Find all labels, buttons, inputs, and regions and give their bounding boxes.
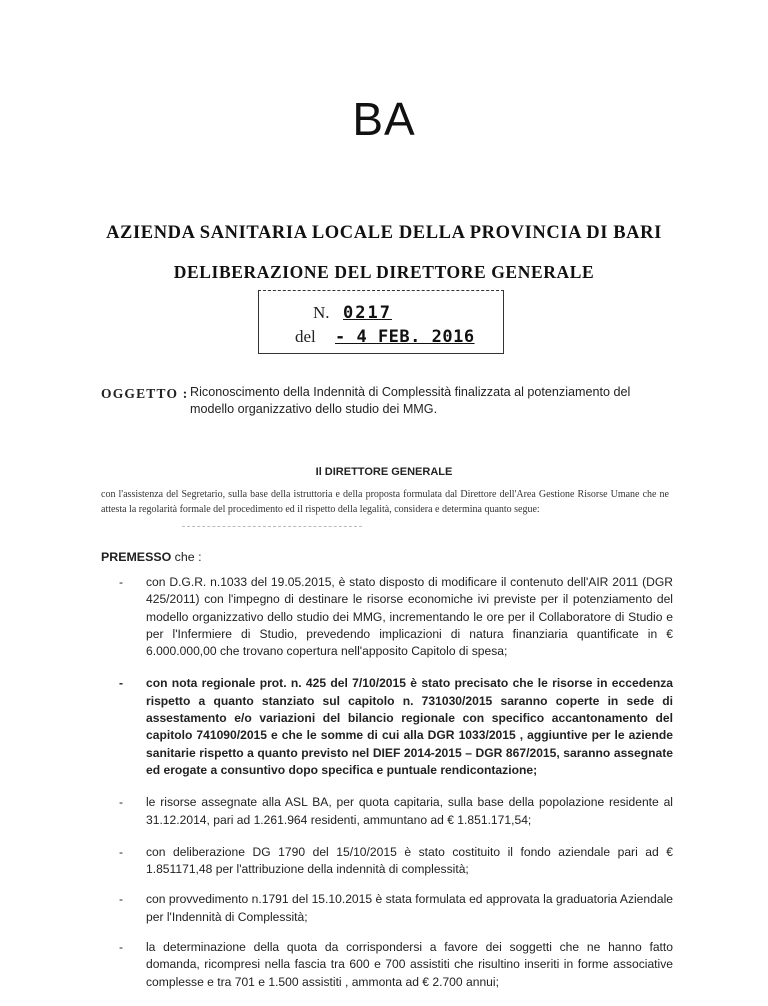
list-item: [101, 675, 673, 779]
oggetto-label: OGGETTO :: [101, 386, 189, 401]
list-dash: -: [119, 676, 124, 691]
list-item-text: le risorse assegnate alla ASL BA, per quota capitaria, sulla base della popolazione residente al 31.12.2014, pari ad 1.261.964 residenti, ammuntano ad € 1.851.171,54;: [146, 795, 673, 827]
list-item: [101, 574, 673, 660]
deliberation-date: - 4 FEB. 2016: [335, 327, 475, 347]
list-item: [101, 939, 673, 991]
list-item: [101, 891, 673, 926]
list-item-text: la determinazione della quota da corrispondersi a favore dei soggetti che ne hanno fatto domanda, ricompresi nella fascia tra 600 e 700 assistiti che risultino inseriti in forme associative complesse e tra 701 e 1.500 assistiti , ammonta ad € 2.700 annui;: [146, 940, 673, 989]
deliberation-number: 0217: [343, 303, 392, 323]
premesso-suffix: che :: [171, 550, 202, 564]
number-label: N.: [313, 303, 330, 322]
separator: [182, 526, 362, 527]
premesso-heading: [101, 550, 202, 564]
deliberation-number-box: [258, 290, 504, 354]
premesso-label: PREMESSO: [101, 550, 172, 564]
list-dash: -: [119, 940, 124, 955]
list-item-text: con nota regionale prot. n. 425 del 7/10/2015 è stato precisato che le risorse in eccedenza rispetto a quanto stanziato sul capitolo n. 731030/2015 saranno coperte in sede di assestamento e/o variazioni del bilancio regionale con specifico accantonamento del capitolo 741090/2015 e che le somme di cui alla DGR 1033/2015 , aggiuntive per le aziende sanitarie rispetto a quanto previsto nel DIEF 2014-2015 – DGR 867/2015, saranno assegnate ed erogate a consuntivo dopo specifica e puntuale rendicontazione;: [146, 676, 673, 777]
document-type-title: DELIBERAZIONE DEL DIRETTORE GENERALE: [173, 262, 595, 282]
list-item-text: con D.G.R. n.1033 del 19.05.2015, è stato disposto di modificare il contenuto dell'AIR 2011 (DGR 425/2011) con l'impegno di destinare le risorse economiche ivi previste per il potenziamento del modello organizzativo dello studio dei MMG, incrementando le ore per il Collaboratore di Studio e per l'Infermiere di Studio, prevedendo implicazioni di natura finanziaria quantificate in € 6.000.000,00 che trovano copertura nell'apposito Capitolo di spesa;: [146, 575, 673, 659]
date-label: del: [295, 327, 316, 346]
intro-paragraph: con l'assistenza del Segretario, sulla base della istruttoria e della proposta formulata dal Direttore dell'Area Gestione Risorse Umane che ne attesta la regolarità formale del procedimento ed il rispetto della legalità, considera e determina quanto segue:: [101, 489, 669, 515]
organization-title: AZIENDA SANITARIA LOCALE DELLA PROVINCIA DI BARI: [106, 223, 662, 243]
list-dash: -: [119, 575, 124, 589]
director-heading: Il DIRETTORE GENERALE: [315, 466, 453, 478]
list-item: [101, 844, 673, 879]
oggetto-text: Riconoscimento della Indennità di Complessità finalizzata al potenziamento del modello organizzativo dello studio dei MMG.: [190, 385, 631, 416]
asl-ba-logo: BA: [352, 93, 416, 145]
list-dash: -: [119, 892, 124, 907]
list-dash: -: [119, 795, 124, 810]
premesso-list: [101, 574, 673, 1006]
list-item: [101, 794, 673, 829]
list-item-text: con deliberazione DG 1790 del 15/10/2015 è stato costituito il fondo aziendale pari ad € 1.851171,48 per l'attribuzione della indennità di complessità;: [146, 844, 673, 877]
list-dash: -: [119, 844, 124, 859]
list-item-text: con provvedimento n.1791 del 15.10.2015 è stata formulata ed approvata la graduatoria Aziendale per l'Indennità di Complessità;: [146, 892, 673, 924]
